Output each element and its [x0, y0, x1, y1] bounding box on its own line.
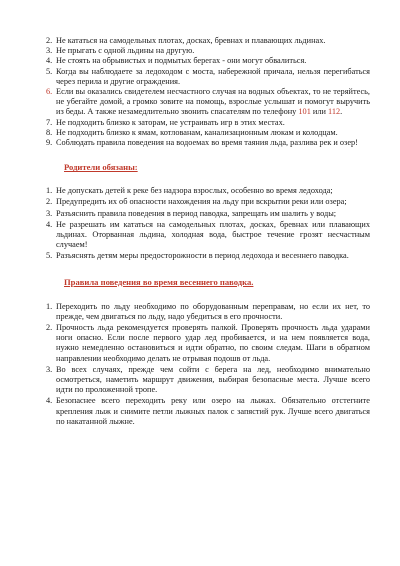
section-heading-parents: Родители обязаны: [64, 162, 138, 173]
list-item: 2. Не кататься на самодельных плотах, досках, бревнах и плавающих льдинах. [46, 36, 326, 45]
phone-number-112: 112 [328, 107, 341, 117]
list-item: 1. Не допускать детей к реке без надзора взрослых, особенно во время ледохода; [46, 186, 333, 196]
list-item: 9. Соблюдать правила поведения на водоемах во время таяния льда, разлива рек и озер! [46, 138, 358, 148]
list-item: 5. Когда вы наблюдаете за ледоходом с моста, набережной причала, нельзя перегибаться через перила и другие ограждения. [46, 66, 370, 86]
parents-duties-list [38, 186, 370, 261]
list-item: 4. Безопаснее всего переходить реку или озеро на лыжах. Обязательно отстегните крепления лыж и снимите петли лыжных палок с запястий рук. Лучше всего двигаться по накатанной лыжне. [46, 396, 370, 426]
list-item: 7. Не подходить близко к заторам, не устраивать игр в этих местах. [46, 117, 285, 127]
list-item: 3. Во всех случаях, прежде чем сойти с берега на лед, необходимо внимательно осмотреться, наметить маршрут движения, выбирая безопасные места. Лучше всего идти по проложенной тропе. [46, 364, 370, 395]
phone-number-101: 101 [298, 107, 311, 117]
list-item: 3. Не прыгать с одной льдины на другую. [46, 46, 195, 56]
list-item: 4. Не разрешать им кататься на самодельных плотах, досках, бревнах или плавающих льдинах. Оторванная льдина, холодная вода, быстрое течение грозят несчастным случаем! [46, 219, 370, 250]
list-item-emergency: 6. Если вы оказались свидетелем несчастного случая на водных объектах, то не теряйтесь, не убегайте домой, а громко зовите на помощь, взрослые услышат и помогут выручить из беды. А также незамедлительно звонить спасателям по телефону 101 или 112. [38, 87, 370, 118]
list-item: 5. Разъяснять детям меры предосторожности в период ледохода и весеннего паводка. [46, 251, 349, 261]
item-number-highlighted: 6. [46, 87, 53, 97]
list-item: 4. Не стоять на обрывистых и подмытых берегах - они могут обвалиться. [46, 56, 307, 66]
list-item: 8. Не подходить близко к ямам, котлованам, канализационным люкам и колодцам. [46, 127, 338, 137]
flood-rules-list [38, 302, 370, 427]
safety-rules-list [38, 36, 370, 148]
list-item: 2. Предупредить их об опасности нахождения на льду при вскрытии реки или озера; [46, 197, 347, 207]
list-item: 3. Разъяснить правила поведения в период паводка, запрещать им шалить у воды; [46, 208, 337, 218]
list-item: 1. Переходить по льду необходимо по оборудованным переправам, но если их нет, то прежде, чем двигаться по льду, надо убедиться в его прочности. [46, 301, 370, 321]
section-heading-flood-rules: Правила поведения во время весеннего паводка. [64, 276, 254, 287]
list-item: 2. Прочность льда рекомендуется проверять палкой. Проверять прочность льда ударами ноги опасно. Если после первого удар лед пробивается, и на нем появляется вода, нужно немедленно остановиться и идти обратно, по своим следам. Шаги в обратном направлении необходимо делать не отрывая подошв от льда. [46, 323, 370, 363]
